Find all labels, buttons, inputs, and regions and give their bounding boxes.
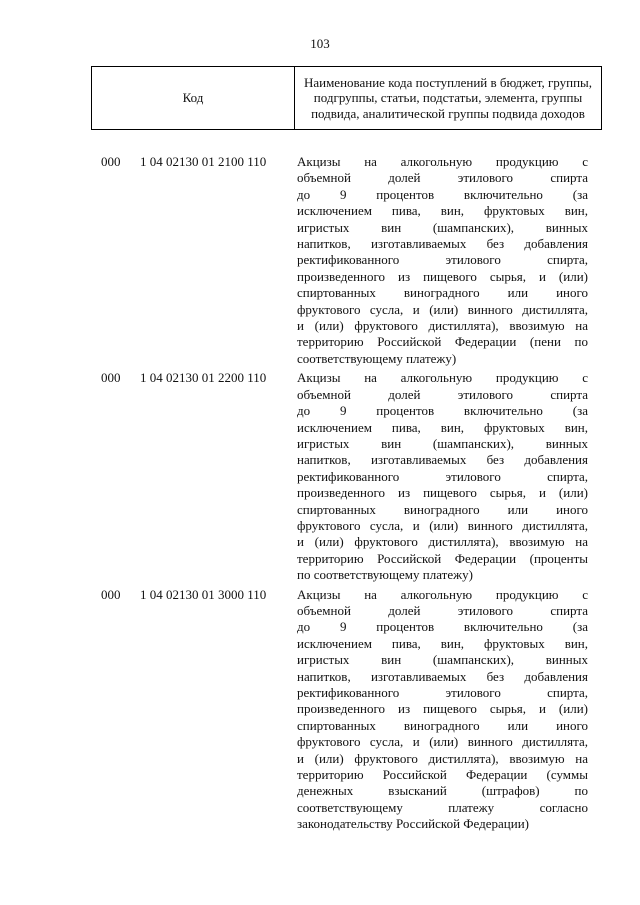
description-line: и (или) фруктового дистиллята), ввозимую на xyxy=(297,750,588,766)
description-line: законодательству Российской Федерации) xyxy=(297,816,529,832)
description-line: исключением пива, вин, фруктовых вин, xyxy=(297,203,588,219)
admin-code: 000 xyxy=(101,586,121,602)
table-header xyxy=(91,66,602,130)
description-line: фруктового сусла, и (или) винного дистиллята, xyxy=(297,301,588,317)
description-line: территорию Российской Федерации (суммы xyxy=(297,767,588,783)
description-line: напитков, изготавливаемых без добавления xyxy=(297,668,588,684)
description-line: фруктового сусла, и (или) винного дистиллята, xyxy=(297,517,588,533)
description-line: спиртованных виноградного или иного xyxy=(297,285,588,301)
entries-list xyxy=(0,154,640,836)
description-line: ректификованного этилового спирта, xyxy=(297,468,588,484)
revenue-description xyxy=(297,154,588,367)
description-line: объемной долей этилового спирта xyxy=(297,386,588,402)
description-line: территорию Российской Федерации (проценты xyxy=(297,550,588,566)
header-name-cell: Наименование кода поступлений в бюджет, группы, подгруппы, статьи, подстатьи, элемента, группы подвида, аналитической группы подвида доходов xyxy=(295,67,602,130)
revenue-code: 1 04 02130 01 2100 110 xyxy=(140,154,267,169)
description-line: напитков, изготавливаемых без добавления xyxy=(297,236,588,252)
description-line: до 9 процентов включительно (за xyxy=(297,186,588,202)
revenue-code: 1 04 02130 01 3000 110 xyxy=(140,586,267,602)
table-row xyxy=(0,587,640,833)
description-line: территорию Российской Федерации (пени по xyxy=(297,334,588,350)
description-line: до 9 процентов включительно (за xyxy=(297,619,588,635)
table-row xyxy=(0,370,640,583)
description-line: по соответствующему платежу) xyxy=(297,567,473,583)
revenue-description xyxy=(297,587,588,833)
admin-code: 000 xyxy=(101,370,121,386)
description-line: фруктового сусла, и (или) винного дистиллята, xyxy=(297,734,588,750)
description-line: и (или) фруктового дистиллята), ввозимую на xyxy=(297,318,588,334)
revenue-code: 1 04 02130 01 2200 110 xyxy=(140,370,267,386)
description-line: исключением пива, вин, фруктовых вин, xyxy=(297,419,588,435)
description-line: денежных взысканий (штрафов) по xyxy=(297,783,588,799)
description-line: произведенного из пищевого сырья, и (или) xyxy=(297,485,588,501)
description-line: и (или) фруктового дистиллята), ввозимую на xyxy=(297,534,588,550)
description-line: игристых вин (шампанских), винных xyxy=(297,435,588,451)
description-line: напитков, изготавливаемых без добавления xyxy=(297,452,588,468)
description-line: объемной долей этилового спирта xyxy=(297,170,588,186)
table-row xyxy=(0,154,640,367)
description-line: соответствующему платежу согласно xyxy=(297,799,588,815)
description-line: ректификованного этилового спирта, xyxy=(297,252,588,268)
description-line: игристых вин (шампанских), винных xyxy=(297,652,588,668)
admin-code: 000 xyxy=(101,154,121,169)
page-number: 103 xyxy=(310,36,330,51)
description-line: Акцизы на алкогольную продукцию с xyxy=(297,154,588,169)
description-line: Акцизы на алкогольную продукцию с xyxy=(297,370,588,386)
description-line: игристых вин (шампанских), винных xyxy=(297,219,588,235)
description-line: спиртованных виноградного или иного xyxy=(297,501,588,517)
header-code-cell: Код xyxy=(92,67,295,130)
revenue-description xyxy=(297,370,588,583)
description-line: соответствующему платежу) xyxy=(297,350,457,366)
description-line: исключением пива, вин, фруктовых вин, xyxy=(297,635,588,651)
description-line: произведенного из пищевого сырья, и (или) xyxy=(297,701,588,717)
description-line: спиртованных виноградного или иного xyxy=(297,717,588,733)
description-line: ректификованного этилового спирта, xyxy=(297,685,588,700)
description-line: произведенного из пищевого сырья, и (или) xyxy=(297,268,588,284)
description-line: Акцизы на алкогольную продукцию с xyxy=(297,586,588,602)
table-header-row xyxy=(92,67,602,130)
description-line: до 9 процентов включительно (за xyxy=(297,403,588,419)
description-line: объемной долей этилового спирта xyxy=(297,602,588,618)
